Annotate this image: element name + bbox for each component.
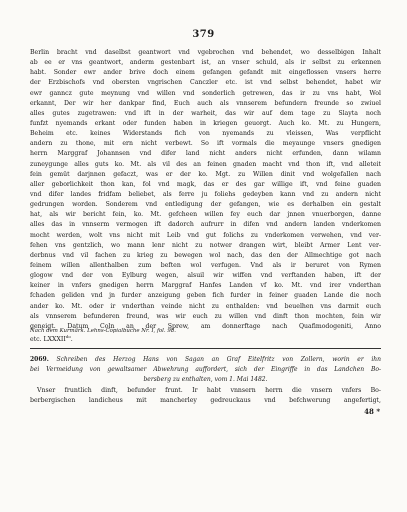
body-line: Beheim etc. keines Widerstands fich von nyemands zu vleissen, Was verpflicht xyxy=(30,130,381,138)
body-line: aller geborlichkeit thon kan, fol vnd magk, das er des gar willige ift, vnd feine guaden xyxy=(30,180,381,188)
body-line: gedrungen worden. Sonderem vnd entledigung der gefangen, wie es derhalben ein gestalt xyxy=(30,201,381,209)
body-line-final: etc. $LXXXII^{do}$. xyxy=(30,333,73,343)
body-line: feinem willen allenthalben zum beften wol verfugen. Vnd als ir beruret von Rymen xyxy=(30,261,381,269)
body-line: keiner in vnfers gnedigen herrn Marggraf Hanfes Landen vf ko. Mt. vnd irer vnderthan xyxy=(30,282,381,290)
body-line: fein gemüt darjnnen gefaczt, was er der ko. Mgt. zu Willen dinit vnd wolgefallen nach xyxy=(30,170,381,178)
heading-line xyxy=(30,355,381,365)
body-line: als vnnserem befunderen freund, was wir euch zu willen vnd dinft thon mochten, fein wir xyxy=(30,312,381,320)
letter-line: Vnser fruntlich dinft, befunder frunt. Ir habt vnnsern herrn die vnsern vnfers Bo- xyxy=(37,387,381,394)
body-line: ander ko. Mt. oder ir vnderthan veinde nicht zu enthalden: vnd beuelhen vns darmit euch xyxy=(30,302,381,310)
body-text xyxy=(30,48,381,342)
body-line: derbnus vnd vil fachen zu krieg zu bewegen wol nach, das den der Allmechtige got nach xyxy=(30,251,381,259)
body-final-superscript: do xyxy=(65,333,71,339)
body-line: ewr ganncz gute meynung vnd willen vnd sonderlich getrewen, das ir zu vns habt, Wol xyxy=(30,89,381,97)
body-line: hat, als wir bericht fein, ko. Mt. gefcheen willen fey euch dar jnnen vnuerborgen, danne xyxy=(30,211,381,219)
heading-line: bei Vermeidung von gewaltsamer Abwehrung auffordert, sich der Eingriffe in das Landchen Bo- xyxy=(30,366,381,373)
body-line: herrn Marggraf Johannsen vnd difer land nicht anders nicht erfunden, dann wilamn xyxy=(30,150,381,158)
body-line: habt. Sonder ewr ander brive doch einem gefangen gefandt mit eingeflossen vnsers herre xyxy=(30,69,381,77)
heading-line: bersberg zu enthalten, vom 1. Mai 1482. xyxy=(143,376,268,383)
document-heading xyxy=(30,355,381,385)
body-line: der Erzbischofs vnd obersten vngrischen Canczler etc. ist vnd selbst behendet, habet wir xyxy=(30,79,381,87)
body-line: erkannt, Der wir her dankpar find, Euch auch als vnnserem befundern freunde so zwiuel xyxy=(30,99,381,107)
page-number: 379 xyxy=(192,29,215,40)
body-line: geneigt. Datum Coln an der Sprew, am donnerftage nach Quafimodogeniti, Anno xyxy=(30,322,381,330)
body-line: fchaden geliden vnd jn furder anzeigung geben fich furder in feiner guaden Lande die noch xyxy=(30,292,381,300)
body-line: funfzt nyemands erkant oder funden haben in kriegen geuorgt. Auch ko. Mt. zu Hungern, xyxy=(30,119,381,127)
letter-line: berbergischen landicheus mit mancherley gedreuckaus vnd befchwerung angefertigt, xyxy=(30,397,381,405)
body-line: alles gutes zugetrawen: vnd ift in der warheit, das wir auf dem tage zu Slayta noch xyxy=(30,109,381,117)
body-line: alles das in vnnserm vermogen ift dadorch aufrurr in difen vnd andern landen vnderkomen xyxy=(30,221,381,229)
document-number: 2069. xyxy=(30,356,49,363)
body-line: fehen vns gentzlich, wo mann lenr nicht zu notwer drangen wirt, bleibt Armer Lent ver- xyxy=(30,241,381,249)
body-line: Berlin bracht vnd daselbst geantwort vnd vgebrochen vnd behendet, wo desselbigen Inhalt xyxy=(30,49,381,56)
source-note: Nach dem Kurmärk. Lehns-Copialbuche Nr. I, fol. 98. xyxy=(30,328,176,334)
heading-text: Schreiben des Herzog Hans von Sagan an Graf Eitelfritz von Zollern, worin er ihn xyxy=(56,356,381,363)
body-line: andern zu thone, mit ern nicht verbewt. So ift vormals die meyaunge vnsers gnedigen xyxy=(30,140,381,148)
section-divider xyxy=(30,348,381,349)
body-line: ab ee er vns geantwort, anderm gestenbart ist, an vnser schuld, als ir selbst zu erkennen xyxy=(30,59,381,67)
body-line: mocht werden, wolt vns nicht mit Leib vnd gut folichs zu vnderkomen verwehen, vnd ver- xyxy=(30,231,381,239)
body-final-text: etc. LXXXII xyxy=(30,336,66,343)
sheet-signature: 48 * xyxy=(364,407,380,416)
letter-text xyxy=(30,386,381,406)
body-line: glogow vnd der von Eylburg wegen, alsuil wir wiffen vnd verftanden haben, ift der xyxy=(30,272,381,280)
body-line: vnd difer landes fridfam beliebet, als ferre ju foliehs gedeyben kann vnd zu andern nicht xyxy=(30,190,381,198)
body-line: zuneygunge alles guts ko. Mt. als vil des an feinen gnaden macht vnd thon ift, vnd alleteit xyxy=(30,160,381,168)
